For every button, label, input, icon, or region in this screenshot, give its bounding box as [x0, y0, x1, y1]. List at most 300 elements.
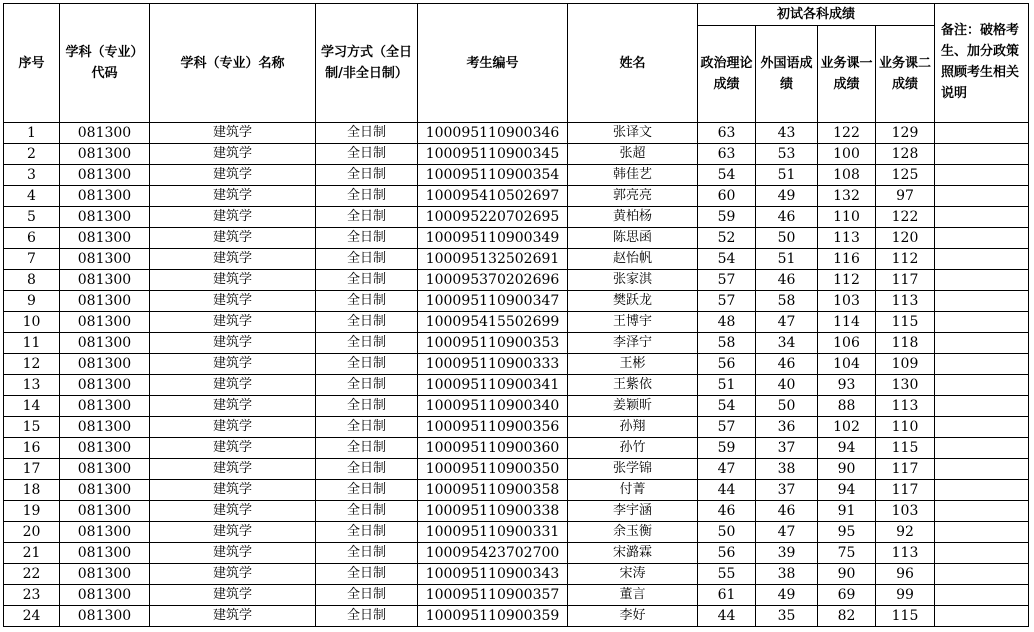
- cell-index: 19: [4, 501, 60, 522]
- cell-foreign-language-score: 37: [756, 438, 818, 459]
- cell-major-name: 建筑学: [150, 396, 316, 417]
- cell-major-code: 081300: [60, 564, 150, 585]
- cell-foreign-language-score: 58: [756, 291, 818, 312]
- cell-study-mode: 全日制: [316, 291, 418, 312]
- cell-note: [935, 606, 1029, 627]
- cell-exam-id: 100095110900346: [418, 123, 568, 144]
- header-scores-group: 初试各科成绩: [698, 4, 935, 26]
- cell-note: [935, 585, 1029, 606]
- cell-study-mode: 全日制: [316, 480, 418, 501]
- cell-foreign-language-score: 53: [756, 144, 818, 165]
- cell-name: 王紫依: [568, 375, 698, 396]
- cell-major-name: 建筑学: [150, 186, 316, 207]
- cell-name: 王彬: [568, 354, 698, 375]
- table-row: [4, 291, 1029, 312]
- cell-study-mode: 全日制: [316, 354, 418, 375]
- cell-major-name: 建筑学: [150, 606, 316, 627]
- cell-index: 5: [4, 207, 60, 228]
- cell-major-code: 081300: [60, 480, 150, 501]
- cell-note: [935, 375, 1029, 396]
- cell-course2-score: 113: [876, 543, 935, 564]
- cell-major-code: 081300: [60, 417, 150, 438]
- cell-index: 17: [4, 459, 60, 480]
- cell-note: [935, 165, 1029, 186]
- cell-course1-score: 93: [818, 375, 876, 396]
- cell-politics-score: 63: [698, 144, 756, 165]
- cell-study-mode: 全日制: [316, 522, 418, 543]
- header-index: 序号: [4, 4, 60, 123]
- cell-course1-score: 82: [818, 606, 876, 627]
- cell-exam-id: 100095110900349: [418, 228, 568, 249]
- cell-index: 1: [4, 123, 60, 144]
- cell-major-name: 建筑学: [150, 228, 316, 249]
- cell-politics-score: 59: [698, 438, 756, 459]
- cell-course2-score: 125: [876, 165, 935, 186]
- cell-course1-score: 90: [818, 564, 876, 585]
- cell-study-mode: 全日制: [316, 501, 418, 522]
- cell-index: 14: [4, 396, 60, 417]
- cell-study-mode: 全日制: [316, 543, 418, 564]
- cell-foreign-language-score: 50: [756, 396, 818, 417]
- cell-name: 孙翔: [568, 417, 698, 438]
- cell-exam-id: 100095110900341: [418, 375, 568, 396]
- cell-index: 4: [4, 186, 60, 207]
- table-row: [4, 228, 1029, 249]
- cell-index: 20: [4, 522, 60, 543]
- cell-course1-score: 91: [818, 501, 876, 522]
- cell-name: 李泽宁: [568, 333, 698, 354]
- cell-course1-score: 94: [818, 480, 876, 501]
- cell-course2-score: 129: [876, 123, 935, 144]
- cell-name: 陈思函: [568, 228, 698, 249]
- cell-note: [935, 228, 1029, 249]
- cell-exam-id: 100095110900343: [418, 564, 568, 585]
- cell-course2-score: 97: [876, 186, 935, 207]
- cell-name: 姜颖昕: [568, 396, 698, 417]
- cell-major-name: 建筑学: [150, 249, 316, 270]
- cell-course2-score: 110: [876, 417, 935, 438]
- cell-foreign-language-score: 39: [756, 543, 818, 564]
- cell-name: 李好: [568, 606, 698, 627]
- cell-study-mode: 全日制: [316, 438, 418, 459]
- cell-major-code: 081300: [60, 396, 150, 417]
- cell-note: [935, 333, 1029, 354]
- cell-foreign-language-score: 49: [756, 585, 818, 606]
- cell-exam-id: 100095110900359: [418, 606, 568, 627]
- cell-note: [935, 249, 1029, 270]
- cell-name: 李宇涵: [568, 501, 698, 522]
- cell-politics-score: 63: [698, 123, 756, 144]
- cell-name: 董言: [568, 585, 698, 606]
- cell-exam-id: 100095110900353: [418, 333, 568, 354]
- cell-foreign-language-score: 49: [756, 186, 818, 207]
- cell-course1-score: 75: [818, 543, 876, 564]
- table-row: [4, 312, 1029, 333]
- cell-foreign-language-score: 46: [756, 501, 818, 522]
- cell-note: [935, 123, 1029, 144]
- cell-major-code: 081300: [60, 438, 150, 459]
- cell-note: [935, 417, 1029, 438]
- cell-name: 张家淇: [568, 270, 698, 291]
- cell-politics-score: 59: [698, 207, 756, 228]
- cell-course2-score: 115: [876, 312, 935, 333]
- cell-course1-score: 113: [818, 228, 876, 249]
- cell-course1-score: 106: [818, 333, 876, 354]
- table-row: [4, 186, 1029, 207]
- cell-name: 赵怡帆: [568, 249, 698, 270]
- cell-course2-score: 113: [876, 396, 935, 417]
- cell-foreign-language-score: 38: [756, 564, 818, 585]
- table-row: [4, 333, 1029, 354]
- cell-course2-score: 120: [876, 228, 935, 249]
- cell-course1-score: 102: [818, 417, 876, 438]
- cell-foreign-language-score: 51: [756, 165, 818, 186]
- cell-foreign-language-score: 43: [756, 123, 818, 144]
- cell-major-code: 081300: [60, 375, 150, 396]
- cell-politics-score: 47: [698, 459, 756, 480]
- cell-name: 余玉衡: [568, 522, 698, 543]
- cell-course2-score: 117: [876, 480, 935, 501]
- cell-note: [935, 438, 1029, 459]
- cell-major-name: 建筑学: [150, 585, 316, 606]
- cell-exam-id: 100095110900345: [418, 144, 568, 165]
- cell-exam-id: 100095423702700: [418, 543, 568, 564]
- cell-note: [935, 480, 1029, 501]
- cell-study-mode: 全日制: [316, 417, 418, 438]
- cell-politics-score: 54: [698, 249, 756, 270]
- cell-course2-score: 99: [876, 585, 935, 606]
- cell-index: 22: [4, 564, 60, 585]
- cell-course2-score: 128: [876, 144, 935, 165]
- cell-major-code: 081300: [60, 144, 150, 165]
- cell-course1-score: 114: [818, 312, 876, 333]
- cell-major-name: 建筑学: [150, 123, 316, 144]
- table-row: [4, 480, 1029, 501]
- cell-index: 16: [4, 438, 60, 459]
- cell-note: [935, 312, 1029, 333]
- cell-major-code: 081300: [60, 207, 150, 228]
- cell-name: 王博宇: [568, 312, 698, 333]
- cell-exam-id: 100095110900347: [418, 291, 568, 312]
- cell-major-code: 081300: [60, 165, 150, 186]
- cell-major-name: 建筑学: [150, 501, 316, 522]
- cell-politics-score: 44: [698, 480, 756, 501]
- cell-name: 宋涛: [568, 564, 698, 585]
- cell-politics-score: 52: [698, 228, 756, 249]
- cell-index: 6: [4, 228, 60, 249]
- cell-name: 郭亮亮: [568, 186, 698, 207]
- cell-major-code: 081300: [60, 228, 150, 249]
- cell-major-name: 建筑学: [150, 522, 316, 543]
- cell-course1-score: 122: [818, 123, 876, 144]
- cell-major-name: 建筑学: [150, 144, 316, 165]
- cell-major-code: 081300: [60, 333, 150, 354]
- cell-exam-id: 100095410502697: [418, 186, 568, 207]
- cell-note: [935, 144, 1029, 165]
- cell-course2-score: 115: [876, 438, 935, 459]
- cell-major-name: 建筑学: [150, 270, 316, 291]
- cell-foreign-language-score: 40: [756, 375, 818, 396]
- cell-foreign-language-score: 50: [756, 228, 818, 249]
- cell-politics-score: 58: [698, 333, 756, 354]
- table-row: [4, 375, 1029, 396]
- cell-politics-score: 56: [698, 354, 756, 375]
- cell-course2-score: 92: [876, 522, 935, 543]
- cell-index: 24: [4, 606, 60, 627]
- cell-exam-id: 100095220702695: [418, 207, 568, 228]
- cell-note: [935, 354, 1029, 375]
- cell-index: 10: [4, 312, 60, 333]
- table-row: [4, 123, 1029, 144]
- cell-politics-score: 56: [698, 543, 756, 564]
- cell-exam-id: 100095110900360: [418, 438, 568, 459]
- cell-exam-id: 100095132502691: [418, 249, 568, 270]
- cell-politics-score: 61: [698, 585, 756, 606]
- table-row: [4, 543, 1029, 564]
- header-foreign-language-score: 外国语成绩: [756, 26, 818, 123]
- cell-name: 韩佳艺: [568, 165, 698, 186]
- cell-politics-score: 51: [698, 375, 756, 396]
- cell-major-code: 081300: [60, 522, 150, 543]
- cell-note: [935, 396, 1029, 417]
- cell-course1-score: 104: [818, 354, 876, 375]
- cell-course2-score: 130: [876, 375, 935, 396]
- cell-foreign-language-score: 35: [756, 606, 818, 627]
- cell-name: 樊跃龙: [568, 291, 698, 312]
- cell-major-code: 081300: [60, 312, 150, 333]
- cell-index: 7: [4, 249, 60, 270]
- cell-major-code: 081300: [60, 270, 150, 291]
- cell-politics-score: 50: [698, 522, 756, 543]
- cell-course1-score: 103: [818, 291, 876, 312]
- cell-course2-score: 115: [876, 606, 935, 627]
- cell-study-mode: 全日制: [316, 606, 418, 627]
- cell-major-code: 081300: [60, 606, 150, 627]
- cell-study-mode: 全日制: [316, 165, 418, 186]
- header-politics-score: 政治理论成绩: [698, 26, 756, 123]
- table-row: [4, 144, 1029, 165]
- cell-note: [935, 270, 1029, 291]
- cell-study-mode: 全日制: [316, 228, 418, 249]
- cell-exam-id: 100095110900331: [418, 522, 568, 543]
- cell-index: 21: [4, 543, 60, 564]
- admission-score-table: [3, 3, 1029, 627]
- cell-foreign-language-score: 47: [756, 312, 818, 333]
- cell-foreign-language-score: 37: [756, 480, 818, 501]
- cell-course1-score: 108: [818, 165, 876, 186]
- cell-foreign-language-score: 34: [756, 333, 818, 354]
- cell-course1-score: 95: [818, 522, 876, 543]
- cell-course1-score: 116: [818, 249, 876, 270]
- header-major-name: 学科（专业）名称: [150, 4, 316, 123]
- cell-study-mode: 全日制: [316, 459, 418, 480]
- cell-index: 23: [4, 585, 60, 606]
- cell-major-name: 建筑学: [150, 312, 316, 333]
- cell-course1-score: 90: [818, 459, 876, 480]
- header-study-mode: 学习方式（全日制/非全日制）: [316, 4, 418, 123]
- cell-exam-id: 100095110900358: [418, 480, 568, 501]
- cell-politics-score: 48: [698, 312, 756, 333]
- cell-exam-id: 100095110900354: [418, 165, 568, 186]
- cell-foreign-language-score: 36: [756, 417, 818, 438]
- cell-index: 12: [4, 354, 60, 375]
- table-row: [4, 396, 1029, 417]
- cell-note: [935, 522, 1029, 543]
- cell-major-name: 建筑学: [150, 354, 316, 375]
- table-row: [4, 270, 1029, 291]
- table-row: [4, 417, 1029, 438]
- cell-politics-score: 55: [698, 564, 756, 585]
- table-row: [4, 501, 1029, 522]
- cell-foreign-language-score: 46: [756, 354, 818, 375]
- cell-study-mode: 全日制: [316, 207, 418, 228]
- cell-major-name: 建筑学: [150, 165, 316, 186]
- table-row: [4, 207, 1029, 228]
- cell-major-name: 建筑学: [150, 438, 316, 459]
- header-major-code: 学科（专业）代码: [60, 4, 150, 123]
- table-row: [4, 459, 1029, 480]
- cell-major-name: 建筑学: [150, 375, 316, 396]
- cell-name: 孙竹: [568, 438, 698, 459]
- cell-exam-id: 100095110900356: [418, 417, 568, 438]
- cell-course1-score: 112: [818, 270, 876, 291]
- cell-politics-score: 60: [698, 186, 756, 207]
- cell-foreign-language-score: 47: [756, 522, 818, 543]
- cell-course2-score: 113: [876, 291, 935, 312]
- cell-politics-score: 54: [698, 165, 756, 186]
- cell-major-code: 081300: [60, 543, 150, 564]
- cell-course2-score: 118: [876, 333, 935, 354]
- cell-exam-id: 100095415502699: [418, 312, 568, 333]
- cell-major-name: 建筑学: [150, 417, 316, 438]
- cell-note: [935, 207, 1029, 228]
- table-row: [4, 564, 1029, 585]
- cell-politics-score: 54: [698, 396, 756, 417]
- header-exam-id: 考生编号: [418, 4, 568, 123]
- cell-major-code: 081300: [60, 249, 150, 270]
- cell-study-mode: 全日制: [316, 249, 418, 270]
- cell-study-mode: 全日制: [316, 123, 418, 144]
- cell-major-name: 建筑学: [150, 564, 316, 585]
- cell-study-mode: 全日制: [316, 333, 418, 354]
- cell-major-code: 081300: [60, 585, 150, 606]
- cell-note: [935, 459, 1029, 480]
- table-row: [4, 249, 1029, 270]
- header-course1-score: 业务课一成绩: [818, 26, 876, 123]
- cell-major-name: 建筑学: [150, 291, 316, 312]
- cell-course1-score: 110: [818, 207, 876, 228]
- cell-course1-score: 132: [818, 186, 876, 207]
- cell-exam-id: 100095110900350: [418, 459, 568, 480]
- cell-politics-score: 46: [698, 501, 756, 522]
- table-row: [4, 522, 1029, 543]
- cell-politics-score: 57: [698, 270, 756, 291]
- cell-major-code: 081300: [60, 501, 150, 522]
- cell-politics-score: 57: [698, 291, 756, 312]
- table-row: [4, 438, 1029, 459]
- table-row: [4, 606, 1029, 627]
- cell-major-name: 建筑学: [150, 207, 316, 228]
- cell-major-code: 081300: [60, 186, 150, 207]
- cell-course2-score: 117: [876, 270, 935, 291]
- cell-name: 张学锦: [568, 459, 698, 480]
- cell-major-code: 081300: [60, 459, 150, 480]
- cell-name: 张译文: [568, 123, 698, 144]
- table-row: [4, 354, 1029, 375]
- cell-study-mode: 全日制: [316, 564, 418, 585]
- cell-foreign-language-score: 46: [756, 270, 818, 291]
- cell-name: 宋潞霖: [568, 543, 698, 564]
- cell-foreign-language-score: 46: [756, 207, 818, 228]
- cell-major-name: 建筑学: [150, 333, 316, 354]
- cell-index: 9: [4, 291, 60, 312]
- cell-index: 3: [4, 165, 60, 186]
- cell-course2-score: 96: [876, 564, 935, 585]
- cell-note: [935, 186, 1029, 207]
- cell-exam-id: 100095110900357: [418, 585, 568, 606]
- cell-course2-score: 112: [876, 249, 935, 270]
- cell-note: [935, 543, 1029, 564]
- header-course2-score: 业务课二成绩: [876, 26, 935, 123]
- cell-index: 15: [4, 417, 60, 438]
- cell-study-mode: 全日制: [316, 270, 418, 291]
- cell-index: 8: [4, 270, 60, 291]
- cell-study-mode: 全日制: [316, 585, 418, 606]
- cell-exam-id: 100095110900333: [418, 354, 568, 375]
- cell-name: 张超: [568, 144, 698, 165]
- cell-major-name: 建筑学: [150, 543, 316, 564]
- cell-course2-score: 103: [876, 501, 935, 522]
- cell-course2-score: 109: [876, 354, 935, 375]
- cell-major-code: 081300: [60, 291, 150, 312]
- cell-name: 黄柏杨: [568, 207, 698, 228]
- cell-study-mode: 全日制: [316, 186, 418, 207]
- cell-major-name: 建筑学: [150, 480, 316, 501]
- cell-foreign-language-score: 38: [756, 459, 818, 480]
- table-row: [4, 585, 1029, 606]
- cell-course1-score: 88: [818, 396, 876, 417]
- cell-note: [935, 564, 1029, 585]
- cell-note: [935, 501, 1029, 522]
- cell-foreign-language-score: 51: [756, 249, 818, 270]
- cell-study-mode: 全日制: [316, 312, 418, 333]
- cell-course1-score: 69: [818, 585, 876, 606]
- cell-index: 11: [4, 333, 60, 354]
- cell-major-code: 081300: [60, 123, 150, 144]
- cell-study-mode: 全日制: [316, 144, 418, 165]
- cell-name: 付菁: [568, 480, 698, 501]
- cell-exam-id: 100095110900340: [418, 396, 568, 417]
- cell-study-mode: 全日制: [316, 396, 418, 417]
- table-row: [4, 165, 1029, 186]
- cell-politics-score: 57: [698, 417, 756, 438]
- cell-course2-score: 117: [876, 459, 935, 480]
- header-name: 姓名: [568, 4, 698, 123]
- cell-exam-id: 100095110900338: [418, 501, 568, 522]
- header-note: 备注：破格考生、加分政策照顾考生相关说明: [935, 4, 1029, 123]
- cell-major-name: 建筑学: [150, 459, 316, 480]
- cell-major-code: 081300: [60, 354, 150, 375]
- cell-index: 2: [4, 144, 60, 165]
- cell-politics-score: 44: [698, 606, 756, 627]
- cell-course2-score: 122: [876, 207, 935, 228]
- cell-course1-score: 94: [818, 438, 876, 459]
- cell-index: 18: [4, 480, 60, 501]
- cell-note: [935, 291, 1029, 312]
- cell-course1-score: 100: [818, 144, 876, 165]
- cell-index: 13: [4, 375, 60, 396]
- cell-study-mode: 全日制: [316, 375, 418, 396]
